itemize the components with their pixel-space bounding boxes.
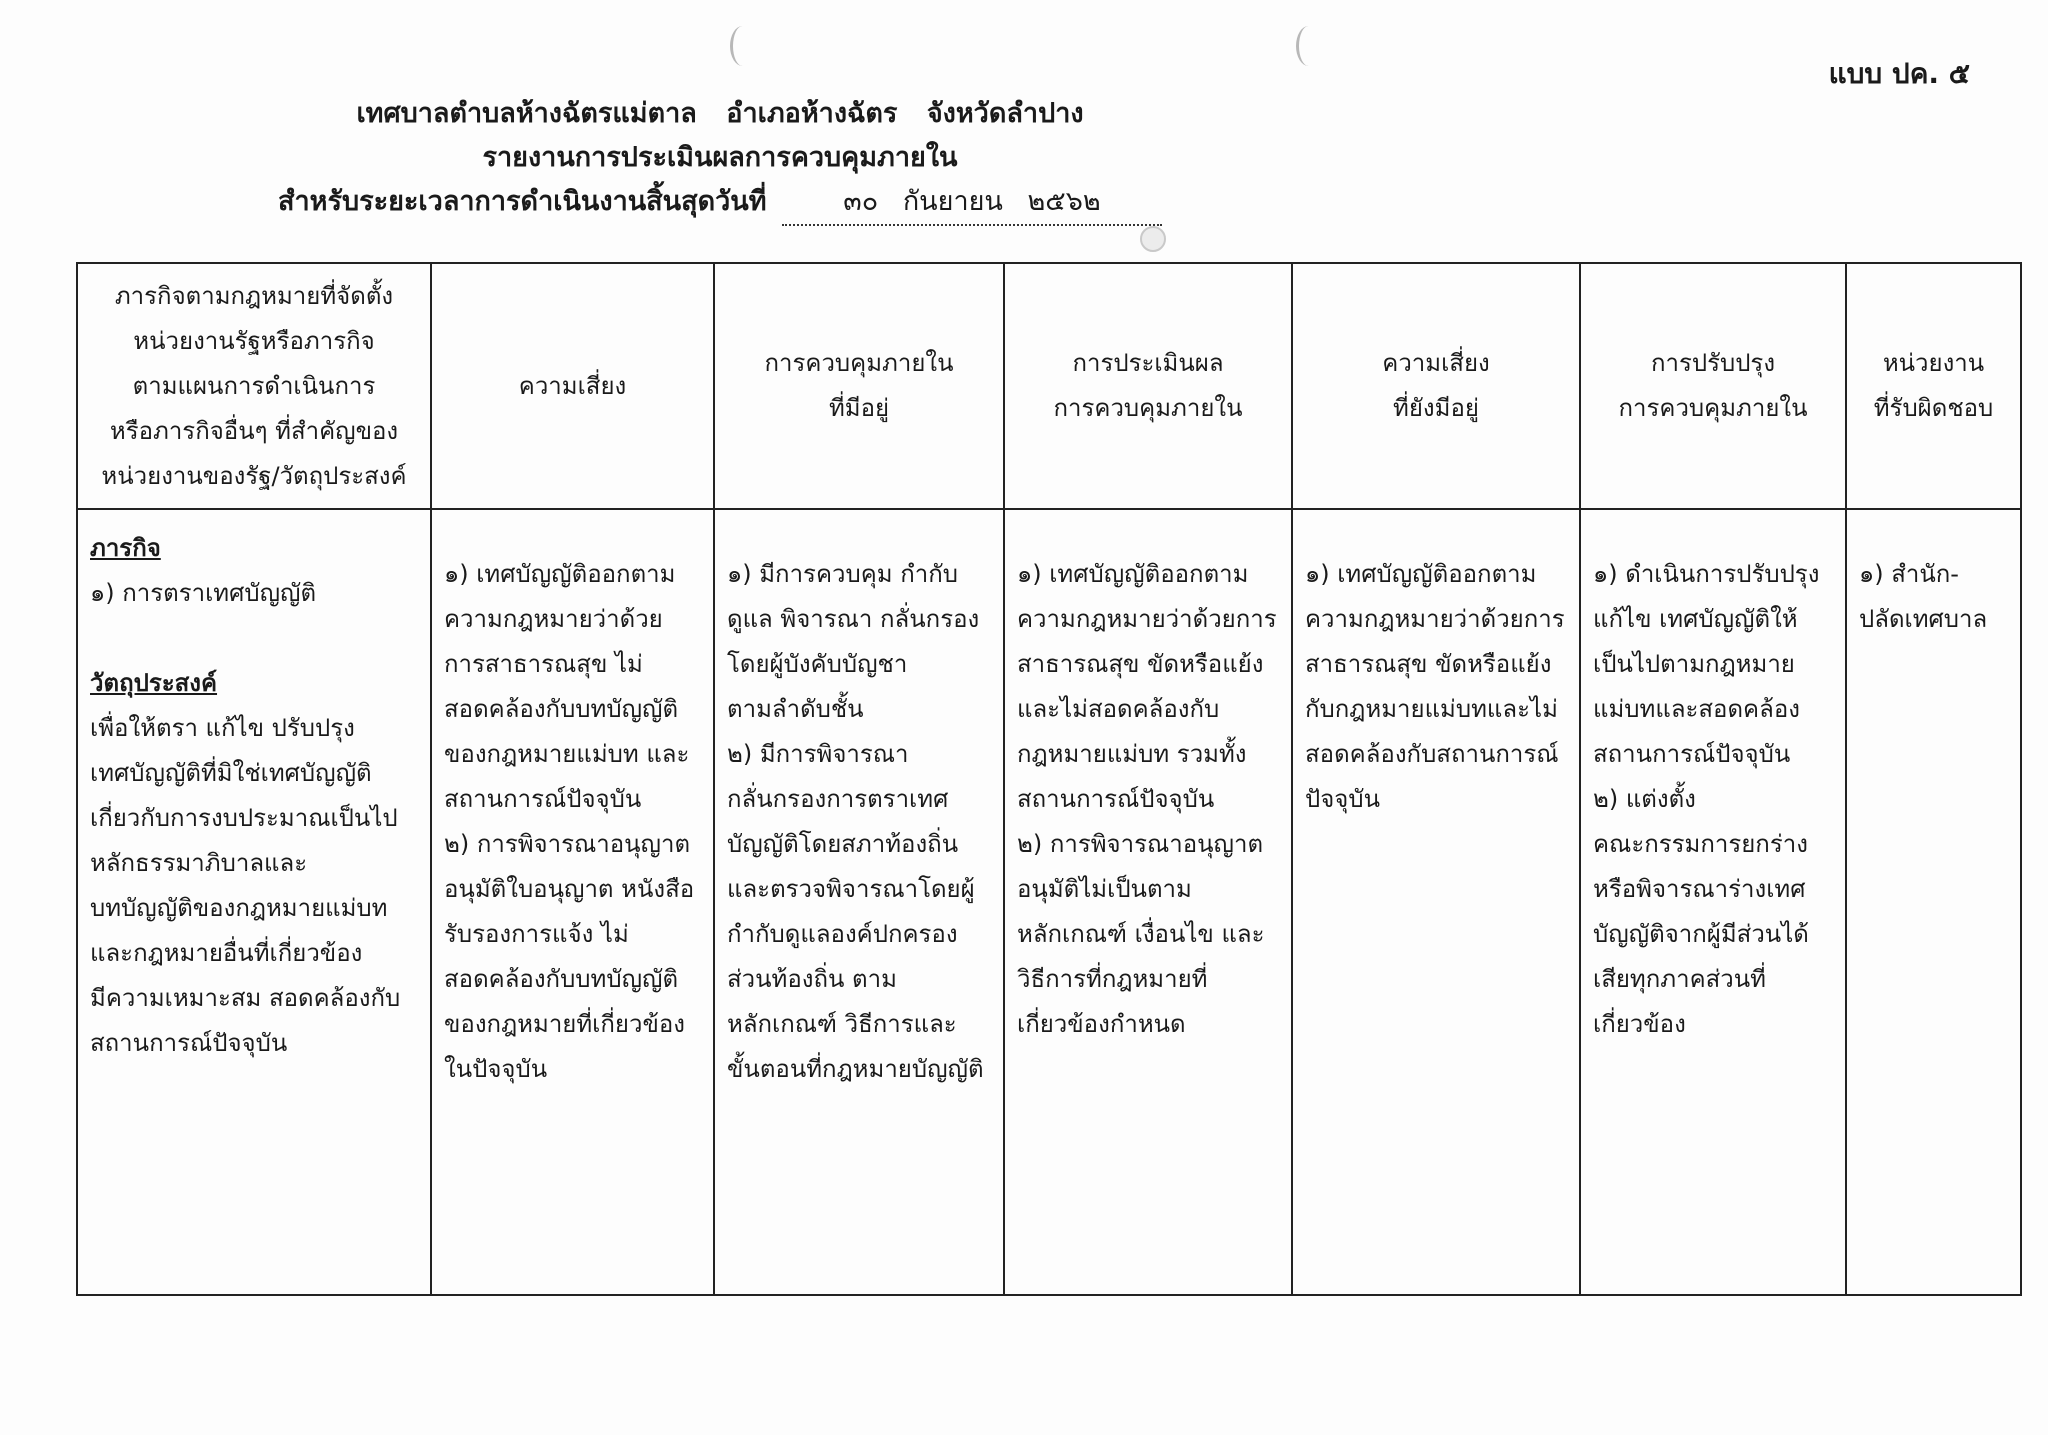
column-header-remaining-risk bbox=[1292, 263, 1580, 509]
report-title: รายงานการประเมินผลการควบคุมภายใน bbox=[482, 142, 958, 173]
column-header-improvement bbox=[1580, 263, 1846, 509]
column-header-line: การควบคุมภายใน bbox=[1618, 394, 1808, 422]
text-line: ของกฎหมายที่เกี่ยวข้อง bbox=[444, 1010, 685, 1038]
cell-mission bbox=[77, 509, 431, 1295]
text-line: ความกฎหมายว่าด้วย bbox=[444, 605, 663, 633]
text-line: เกี่ยวข้องกำหนด bbox=[1017, 1010, 1186, 1038]
remaining-risk-text bbox=[1305, 552, 1567, 822]
objective-heading: วัตถุประสงค์ bbox=[90, 669, 218, 697]
text-line: สถานการณ์ปัจจุบัน bbox=[1593, 740, 1791, 768]
text-line: ๑) เทศบัญญัติออกตาม bbox=[1305, 560, 1537, 588]
cell-responsible-unit bbox=[1846, 509, 2021, 1295]
period-month: กันยายน bbox=[902, 186, 1003, 217]
text-line: สถานการณ์ปัจจุบัน bbox=[444, 785, 642, 813]
text-line: สอดคล้องกับสถานการณ์ bbox=[1305, 740, 1559, 768]
cell-improvement bbox=[1580, 509, 1846, 1295]
text-line: ความกฎหมายว่าด้วยการ bbox=[1305, 605, 1565, 633]
period-day: ๓๐ bbox=[843, 186, 879, 217]
text-line: กลั่นกรองการตราเทศ bbox=[727, 785, 949, 813]
column-header-evaluation bbox=[1004, 263, 1292, 509]
column-header-line: ภารกิจตามกฎหมายที่จัดตั้ง bbox=[114, 281, 394, 310]
cell-existing-control bbox=[714, 509, 1004, 1295]
cell-remaining-risk bbox=[1292, 509, 1580, 1295]
column-header-line: ตามแผนการดำเนินการ bbox=[132, 371, 376, 400]
mission-heading: ภารกิจ bbox=[90, 534, 161, 562]
text-line: บัญญัติจากผู้มีส่วนได้ bbox=[1593, 920, 1809, 948]
text-line: ดูแล พิจารณา กลั่นกรอง bbox=[727, 605, 980, 633]
report-header bbox=[0, 92, 1440, 226]
text-line: เพื่อให้ตรา แก้ไข ปรับปรุง bbox=[90, 714, 355, 742]
period-label: สำหรับระยะเวลาการดำเนินงานสิ้นสุดวันที่ bbox=[278, 186, 767, 217]
text-line: สถานการณ์ปัจจุบัน bbox=[1017, 785, 1215, 813]
district-name: อำเภอห้างฉัตร bbox=[726, 98, 898, 129]
text-line: ๒) การพิจารณาอนุญาต bbox=[444, 830, 691, 858]
text-line: อนุมัติไม่เป็นตาม bbox=[1017, 875, 1192, 903]
text-line: แก้ไข เทศบัญญัติให้ bbox=[1593, 605, 1798, 633]
column-header-risk bbox=[431, 263, 714, 509]
text-line: ขั้นตอนที่กฎหมายบัญญัติ bbox=[727, 1055, 984, 1083]
column-header-line: การควบคุมภายใน bbox=[1053, 394, 1243, 422]
objective-text bbox=[90, 706, 418, 1066]
text-line: คณะกรรมการยกร่าง bbox=[1593, 830, 1808, 858]
province-name: จังหวัดลำปาง bbox=[926, 98, 1084, 129]
text-line: ความกฎหมายว่าด้วยการ bbox=[1017, 605, 1277, 633]
organization-line bbox=[0, 92, 1440, 136]
text-line: แม่บทและสอดคล้อง bbox=[1593, 695, 1800, 723]
text-line: ปัจจุบัน bbox=[1305, 785, 1380, 813]
evaluation-text bbox=[1017, 552, 1279, 1047]
mission-item: ๑) การตราเทศบัญญัติ bbox=[90, 579, 317, 607]
column-header-responsible-unit bbox=[1846, 263, 2021, 509]
punch-hole-mark-left bbox=[730, 26, 755, 66]
text-line: บัญญัติโดยสภาท้องถิ่น bbox=[727, 830, 959, 858]
text-line: ๑) เทศบัญญัติออกตาม bbox=[1017, 560, 1249, 588]
text-line: อนุมัติใบอนุญาต หนังสือ bbox=[444, 875, 695, 903]
cell-evaluation bbox=[1004, 509, 1292, 1295]
existing-control-text bbox=[727, 552, 991, 1092]
text-line: เทศบัญญัติที่มิใช่เทศบัญญัติ bbox=[90, 759, 372, 787]
column-header-line: การควบคุมภายใน bbox=[764, 349, 954, 377]
text-line: ๒) มีการพิจารณา bbox=[727, 740, 909, 768]
text-line: กฎหมายแม่บท รวมทั้ง bbox=[1017, 740, 1247, 768]
column-header-line: ความเสี่ยง bbox=[1382, 349, 1490, 377]
scan-smudge-mark bbox=[1140, 226, 1166, 252]
text-line: และกฎหมายอื่นที่เกี่ยวข้อง bbox=[90, 939, 363, 967]
text-line: เกี่ยวกับการงบประมาณเป็นไป bbox=[90, 804, 398, 832]
period-date-field bbox=[782, 180, 1162, 226]
column-header-mission bbox=[77, 263, 431, 509]
text-line: และไม่สอดคล้องกับ bbox=[1017, 695, 1220, 723]
text-line: สถานการณ์ปัจจุบัน bbox=[90, 1029, 288, 1057]
text-line: บทบัญญัติของกฎหมายแม่บท bbox=[90, 894, 388, 922]
text-line: เกี่ยวข้อง bbox=[1593, 1010, 1686, 1038]
column-header-line: หรือภารกิจอื่นๆ ที่สำคัญของ bbox=[109, 416, 399, 445]
column-header-line: ที่ยังมีอยู่ bbox=[1393, 394, 1479, 422]
table-row bbox=[77, 509, 2021, 1295]
table-header-row bbox=[77, 263, 2021, 509]
text-line: ๒) แต่งตั้ง bbox=[1593, 785, 1696, 813]
text-line: เป็นไปตามกฎหมาย bbox=[1593, 650, 1795, 678]
text-line: หลักเกณฑ์ เงื่อนไข และ bbox=[1017, 920, 1265, 948]
column-header-line: ที่มีอยู่ bbox=[828, 394, 890, 422]
column-header-line: หน่วยงาน bbox=[1882, 349, 1985, 377]
period-year: ๒๕๖๒ bbox=[1027, 186, 1101, 217]
column-header-line: หน่วยงานของรัฐ/วัตถุประสงค์ bbox=[101, 461, 407, 490]
improvement-text bbox=[1593, 552, 1833, 1047]
evaluation-table bbox=[76, 262, 2022, 1296]
text-line: สาธารณสุข ขัดหรือแย้ง bbox=[1305, 650, 1552, 678]
text-line: ๑) มีการควบคุม กำกับ bbox=[727, 560, 958, 588]
column-header-line: การปรับปรุง bbox=[1650, 349, 1776, 377]
text-line: ๑) ดำเนินการปรับปรุง bbox=[1593, 560, 1820, 588]
text-line: หลักธรรมาภิบาลและ bbox=[90, 849, 308, 877]
text-line: ในปัจจุบัน bbox=[444, 1055, 548, 1083]
text-line: กับกฎหมายแม่บทและไม่ bbox=[1305, 695, 1558, 723]
column-header-line: ความเสี่ยง bbox=[518, 371, 627, 400]
period-line bbox=[0, 180, 1440, 226]
text-line: วิธีการที่กฎหมายที่ bbox=[1017, 965, 1208, 993]
text-line: กำกับดูแลองค์ปกครอง bbox=[727, 920, 958, 948]
text-line: สอดคล้องกับบทบัญญัติ bbox=[444, 695, 679, 723]
text-line: ปลัดเทศบาล bbox=[1859, 605, 1988, 633]
text-line: การสาธารณสุข ไม่ bbox=[444, 650, 643, 678]
text-line: ของกฎหมายแม่บท และ bbox=[444, 740, 690, 768]
responsible-unit-text bbox=[1859, 552, 2008, 642]
text-line: ตามลำดับชั้น bbox=[727, 695, 864, 723]
text-line: หลักเกณฑ์ วิธีการและ bbox=[727, 1010, 957, 1038]
column-header-existing-control bbox=[714, 263, 1004, 509]
cell-risk bbox=[431, 509, 714, 1295]
column-header-line: ที่รับผิดชอบ bbox=[1873, 394, 1994, 422]
text-line: สาธารณสุข ขัดหรือแย้ง bbox=[1017, 650, 1264, 678]
punch-hole-mark-right bbox=[1296, 26, 1321, 66]
text-line: ๒) การพิจารณาอนุญาต bbox=[1017, 830, 1264, 858]
text-line: ๑) เทศบัญญัติออกตาม bbox=[444, 560, 676, 588]
text-line: สอดคล้องกับบทบัญญัติ bbox=[444, 965, 679, 993]
municipality-name: เทศบาลตำบลห้างฉัตรแม่ตาล bbox=[356, 98, 697, 129]
text-line: ๑) สำนัก- bbox=[1859, 560, 1959, 588]
text-line: หรือพิจารณาร่างเทศ bbox=[1593, 875, 1806, 903]
column-header-line: หน่วยงานรัฐหรือภารกิจ bbox=[133, 326, 375, 355]
text-line: รับรองการแจ้ง ไม่ bbox=[444, 920, 629, 948]
text-line: เสียทุกภาคส่วนที่ bbox=[1593, 965, 1766, 993]
text-line: มีความเหมาะสม สอดคล้องกับ bbox=[90, 984, 401, 1012]
form-code: แบบ ปค. ๕ bbox=[1828, 57, 1970, 90]
text-line: และตรวจพิจารณาโดยผู้ bbox=[727, 875, 975, 903]
risk-text bbox=[444, 552, 701, 1092]
text-line: ส่วนท้องถิ่น ตาม bbox=[727, 965, 897, 993]
column-header-line: การประเมินผล bbox=[1072, 349, 1224, 377]
text-line: โดยผู้บังคับบัญชา bbox=[727, 650, 908, 678]
